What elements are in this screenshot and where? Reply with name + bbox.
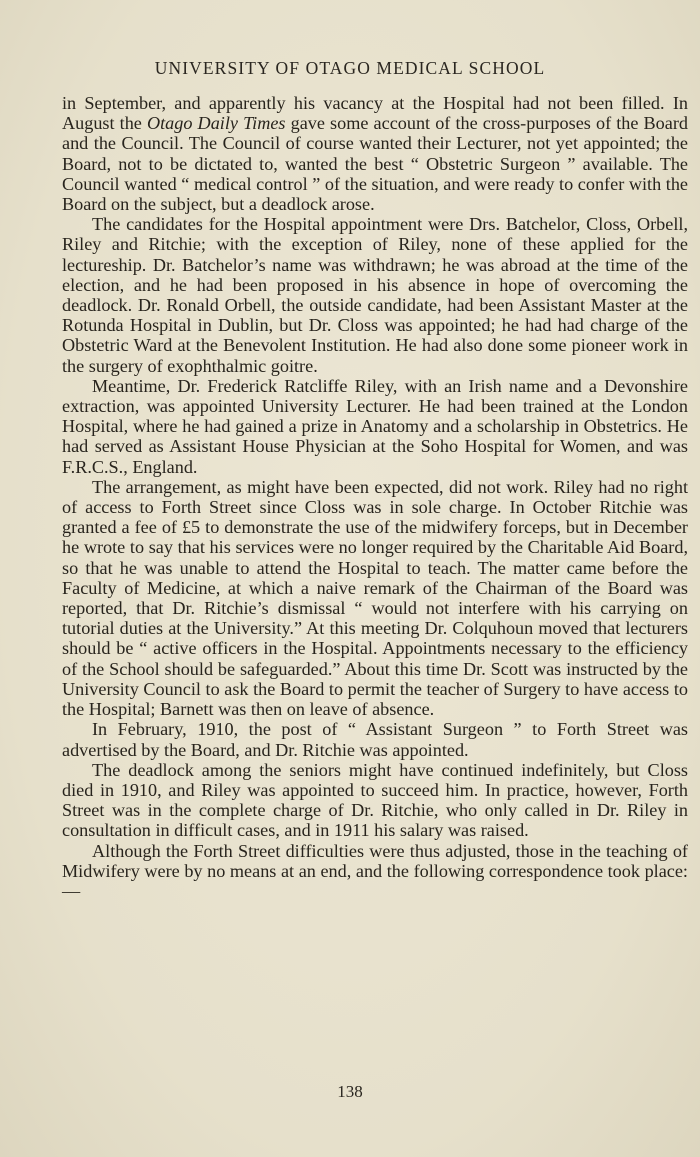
text-segment: Although the Forth Street difficulties were thus adjusted, those in the teaching of Midwifery were by no means at an end, and the following correspondence took place:— [62,840,688,901]
text-segment: The arrangement, as might have been expected, did not work. Riley had no right of access to Forth Street since Closs was in sole charge. In October Ritchie was granted a fee of £5 to demonstrate the use of the midwifery forceps, but in December he wrote to say that his services were no longer required by the Charitable Aid Board, so that he was unable to attend the Hospital to teach. The matter came before the Faculty of Medicine, at which a naive remark of the Chairman of the Board was reported, that Dr. Ritchie’s dismissal “ would not interfere with his carrying on tutorial duties at the University.” At this meeting Dr. Colquhoun moved that lecturers should be “ active officers in the Hospital. Appointments necessary to the efficiency of the School should be safeguarded.” About this time Dr. Scott was instructed by the University Council to ask the Board to permit the teacher of Surgery to have access to the Hospital; Barnett was then on leave of absence. [62,476,688,720]
text-segment: The candidates for the Hospital appointment were Drs. Batchelor, Closs, Orbell, Riley and Ritchie; with the exception of Riley, none of these applied for the lectureship. Dr. Batchelor’s name was withdrawn; he was abroad at the time of the election, and he had been proposed in his absence in hope of overcoming the deadlock. Dr. Ronald Orbell, the outside candidate, had been Assistant Master at the Rotunda Hospital in Dublin, but Dr. Closs was appointed; he had had charge of the Obstetric Ward at the Benevolent Institution. He had also done some pioneer work in the surgery of exophthalmic goitre. [62,214,688,376]
paragraph [62,719,688,759]
paragraph [62,376,688,477]
running-head: UNIVERSITY OF OTAGO MEDICAL SCHOOL [154,58,546,78]
text-segment: gave some account of the cross-purposes of the Board and the Council. The Council of course wanted their Lecturer, not yet appointed; the Board, not to be dictated to, wanted the best “ Obstetric Surgeon ” available. The Council wanted “ medical control ” of the situation, and were ready to confer with the Board on the subject, but a deadlock arose. [62,113,688,215]
page-number: 138 [337,1082,363,1101]
body-text [62,93,688,901]
paragraph [62,93,688,214]
newspaper-title: Otago Daily Times [146,113,286,134]
text-segment: The deadlock among the seniors might have continued indefinitely, but Closs died in 1910, and Riley was appointed to succeed him. In practice, however, Forth Street was in the complete charge of Dr. Ritchie, who only called in Dr. Riley in consultation in difficult cases, and in 1911 his salary was raised. [62,759,688,841]
text-segment: in September, and apparently his vacancy at the Hospital had not been filled. In August the [62,93,688,134]
text-segment: In February, 1910, the post of “ Assistant Surgeon ” to Forth Street was advertised by the Board, and Dr. Ritchie was appointed. [62,719,688,760]
text-segment: Meantime, Dr. Frederick Ratcliffe Riley, with an Irish name and a Devonshire extraction, was appointed University Lecturer. He had been trained at the London Hospital, where he had gained a prize in Anatomy and a scholarship in Obstetrics. He had served as Assistant House Physician at the Soho Hospital for Women, and was F.R.C.S., England. [62,375,688,477]
paragraph [62,214,688,376]
paragraph [62,841,688,902]
paragraph [62,477,688,719]
paragraph [62,760,688,841]
